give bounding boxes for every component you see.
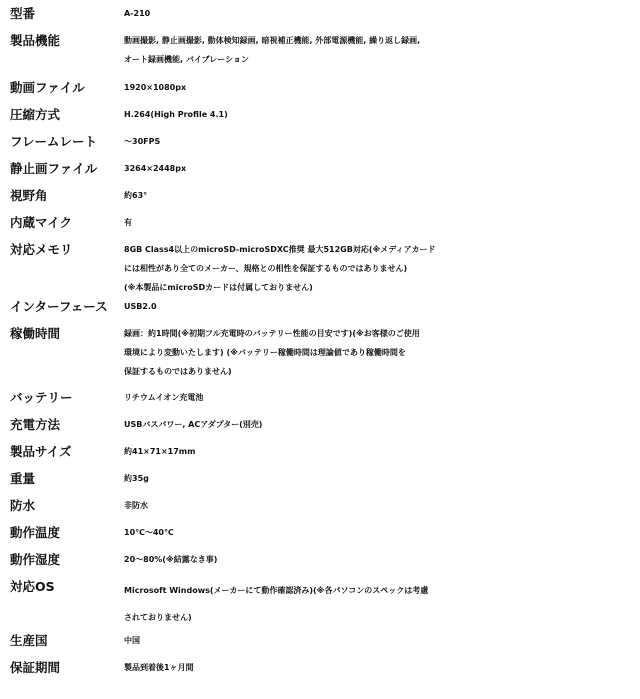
spec-value: 非防水 — [124, 501, 148, 510]
spec-label: インターフェース — [10, 299, 108, 314]
spec-value: ～30FPS — [124, 137, 161, 146]
spec-label: 動画ファイル — [10, 80, 85, 95]
spec-value: 約63° — [124, 191, 148, 200]
spec-value-line: (※本製品にmicroSDカードは付属しておりません) — [124, 283, 313, 292]
spec-label: 視野角 — [10, 188, 48, 203]
spec-value — [124, 577, 640, 631]
spec-row-battery — [0, 388, 640, 415]
spec-row-operating-humidity — [0, 550, 640, 577]
spec-label: 製品機能 — [10, 33, 61, 48]
spec-value: 1920×1080px — [124, 83, 187, 92]
spec-value: 約35g — [124, 474, 149, 483]
spec-value-line: Microsoft Windows(メーカーにて動作確認済み)(※各パソコンのスペックは考慮 — [124, 586, 429, 595]
spec-label: 製品サイズ — [10, 444, 72, 459]
spec-value: USBバスパワー, ACアダプター(別売) — [124, 420, 263, 429]
spec-value: 中国 — [124, 636, 140, 645]
spec-value: 10℃～40℃ — [124, 528, 174, 537]
spec-row-compression — [0, 105, 640, 132]
spec-value-line: されておりません) — [124, 613, 192, 622]
spec-value: 20～80%(※結露なき事) — [124, 555, 218, 564]
spec-label: 型番 — [10, 6, 36, 21]
spec-value: 製品到着後1ヶ月間 — [124, 663, 194, 672]
spec-row-still-file — [0, 159, 640, 186]
spec-label: 生産国 — [10, 633, 48, 648]
spec-label: バッテリー — [10, 390, 73, 405]
spec-label: 圧縮方式 — [10, 107, 61, 122]
spec-label: 内蔵マイク — [10, 215, 73, 230]
spec-row-frame-rate — [0, 132, 640, 159]
spec-value-line: 保証するものではありません) — [124, 367, 232, 376]
spec-value-line: 動画撮影, 静止画撮影, 動体検知録画, 暗視補正機能, 外部電源機能, 繰り返し録画, — [124, 36, 421, 45]
spec-value-line: には相性があり全てのメーカー、規格との相性を保証するものではありません) — [124, 264, 408, 273]
spec-row-runtime — [0, 324, 640, 388]
spec-value-line: 8GB Class4以上のmicroSD-microSDXC推奨 最大512GB対応(※メディアカード — [124, 245, 436, 254]
spec-value: 有 — [124, 218, 132, 227]
spec-value-line: 録画：約1時間(※初期フル充電時のバッテリー性能の目安です)(※お客様のご使用 — [124, 329, 420, 338]
spec-value: リチウムイオン充電池 — [124, 393, 204, 402]
spec-row-features — [0, 31, 640, 78]
spec-label: 防水 — [10, 498, 36, 513]
spec-row-charging — [0, 415, 640, 442]
spec-row-size — [0, 442, 640, 469]
spec-label: フレームレート — [10, 134, 98, 149]
spec-value — [124, 31, 640, 69]
spec-row-country — [0, 631, 640, 658]
spec-value — [124, 240, 640, 297]
spec-label: 静止画ファイル — [10, 161, 98, 176]
spec-label: 動作湿度 — [10, 552, 61, 567]
spec-label: 保証期間 — [10, 660, 61, 675]
spec-row-memory — [0, 240, 640, 297]
spec-value: 約41×71×17mm — [124, 447, 196, 456]
spec-row-supported-os — [0, 577, 640, 631]
spec-label: 稼働時間 — [10, 326, 61, 341]
spec-label: 重量 — [10, 471, 36, 486]
spec-row-weight — [0, 469, 640, 496]
spec-value-line: オート録画機能, バイブレーション — [124, 55, 249, 64]
spec-label: 充電方法 — [10, 417, 61, 432]
spec-value: USB2.0 — [124, 302, 157, 311]
spec-label: 動作温度 — [10, 525, 61, 540]
spec-row-operating-temperature — [0, 523, 640, 550]
spec-value: A-210 — [124, 9, 151, 18]
spec-label: 対応メモリ — [10, 242, 73, 257]
spec-row-interface — [0, 297, 640, 324]
spec-label: 対応OS — [10, 579, 55, 594]
spec-row-model — [0, 4, 640, 31]
spec-value — [124, 324, 640, 381]
spec-row-waterproof — [0, 496, 640, 523]
spec-value: 3264×2448px — [124, 164, 187, 173]
spec-row-field-of-view — [0, 186, 640, 213]
spec-row-video-file — [0, 78, 640, 105]
spec-row-microphone — [0, 213, 640, 240]
spec-value: H.264(High Profile 4.1) — [124, 110, 228, 119]
spec-row-warranty — [0, 658, 640, 685]
spec-value-line: 環境により変動いたします) (※バッテリー稼働時間は理論値であり稼働時間を — [124, 348, 406, 357]
